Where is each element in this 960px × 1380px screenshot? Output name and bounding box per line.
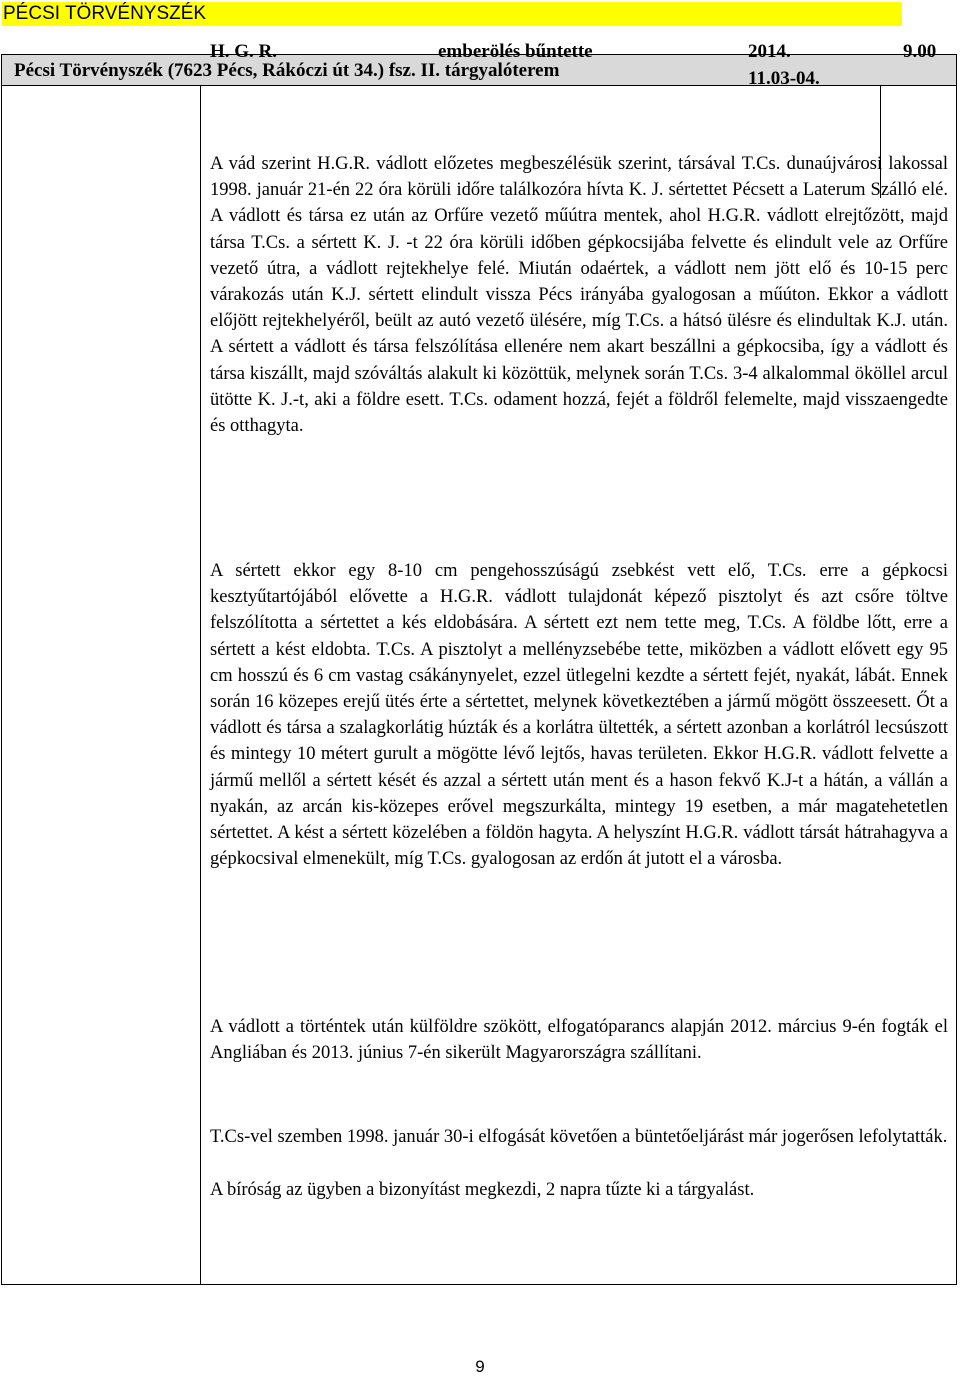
hearing-date (748, 38, 820, 92)
defendant-initials: H. G. R. (210, 41, 278, 62)
paragraph-text: A vádlott a történtek után külföldre szökött, elfogatóparancs alapján 2012. március 9-én fogták el Angliában és 2013. június 7-én sikerült Magyarországra szállítani. (210, 1017, 948, 1064)
indictment-paragraph-2 (210, 558, 948, 872)
charge-name: emberölés bűntette (438, 41, 593, 62)
page-number: 9 (475, 1357, 485, 1376)
indictment-paragraph-5 (210, 1177, 948, 1203)
paragraph-text: A sértett ekkor egy 8-10 cm pengehosszúságú zsebkést vett elő, T.Cs. erre a gépkocsi kesztyűtartójából elővette a H.G.R. vádlott tulajdonát képező pisztolyt és azt csőre töltve felszólította a sértettet a kés eldobására. A sértett ezt nem tette meg, T.Cs. A földbe lőtt, erre a sértett a kést eldobta. T.Cs. A pisztolyt a mellényzsebébe tette, miközben a vádlott elővett egy 95 cm hosszú és 6 cm vastag csákánynyelet, ezzel ütlegelni kezdte a sértett fejét, nyakát, lábát. Ennek során 16 közepes erejű ütés érte a sértettet, melynek következtében a jármű mögött összeesett. Őt a vádlott és társa a szalagkorlátig húzták és a korlátra ültették, a sértett azonban a korlátról lecsúszott és mintegy 10 métert gurult a mögötte lévő lejtős, havas területen. Ekkor H.G.R. vádlott felvette a jármű mellől a sértett kését és azzal a sértett után ment és a hason fekvő K.J-t a hátán, a vállán a nyakán, az arcán kis-közepes erővel megszurkálta, mintegy 19 esetben, a már magatehetetlen sértettet. A kést a sértett közelében a földön hagyta. A helyszínt H.G.R. vádlott társát hátrahagyva a gépkocsival elmenekült, míg T.Cs. gyalogosan az erdőn át jutott el a városba. (210, 561, 948, 870)
indictment-paragraph-4 (210, 1124, 948, 1150)
hearing-venue: Pécsi Törvényszék (7623 Pécs, Rákóczi út 34.) fsz. II. tárgyalóterem (2, 55, 956, 86)
hearing-date-days: 11.03-04. (748, 68, 820, 89)
paragraph-text: A vád szerint H.G.R. vádlott előzetes megbeszélésük szerint, társával T.Cs. dunaújvárosi lakossal 1998. január 21-én 22 óra körüli időre találkozóra hívta K. J. sértettet Pécsett a Laterum Szálló elé. A vádlott és társa ez után az Orfűre vezető műútra mentek, ahol H.G.R. vádlott elrejtőzött, majd társa T.Cs. a sértett K. J. -t 22 óra körüli időben gépkocsijába felvette és elindult vele az Orfűre vezető útra, a vádlott rejtekhelye felé. Miután odaértek, a vádlott nem jött elő és 10-15 perc várakozás után K.J. sértett elindult vissza Pécs irányába gyalogosan a műúton. Ekkor a vádlott előjött rejtekhelyéről, beült az autó vezető ülésére, míg T.Cs. a hátsó ülésre és elindultak K.J. után. A sértett a vádlott és társa felszólítása ellenére nem akart beszállni a gépkocsiba, így a vádlott és társa kiszállt, majd szóváltás alakult ki közöttük, melynek során T.Cs. 3-4 alkalommal ököllel arcul ütötte K. J.-t, aki a földre esett. T.Cs. odament hozzá, fejét a földről felemelte, majd visszaengedte és otthagyta. (210, 154, 948, 437)
hearing-date-year: 2014. (748, 41, 791, 62)
court-name-banner: PÉCSI TÖRVÉNYSZÉK (2, 2, 902, 26)
hearing-time: 9.00 (903, 41, 937, 62)
table-divider-left (200, 86, 201, 1284)
indictment-paragraph-1 (210, 151, 948, 439)
indictment-paragraph-3 (210, 1014, 948, 1066)
paragraph-text: A bíróság az ügyben a bizonyítást megkezdi, 2 napra tűzte ki a tárgyalást. (210, 1180, 755, 1200)
paragraph-text: T.Cs-vel szemben 1998. január 30-i elfogását követően a büntetőeljárást már jogerősen lefolytatták. (210, 1127, 948, 1147)
